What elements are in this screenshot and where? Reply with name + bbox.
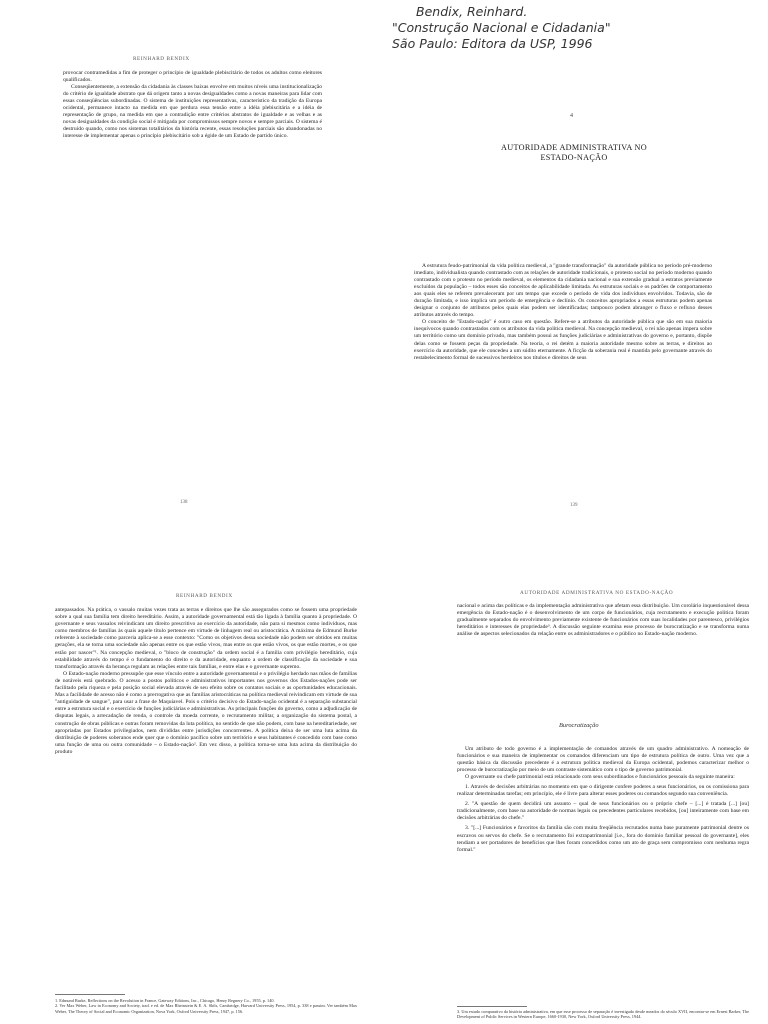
running-head: AUTORIDADE ADMINISTRATIVA NO ESTADO-NAÇÃO — [520, 590, 674, 596]
footnote: 1. Edmund Burke, Reflections on the Revolution in France, Gateway Editions, Inc., Chicago, Henry Regnery Co., 1955, p. 140. — [55, 998, 275, 1003]
list-item: 1. Através de decisões arbitrárias no momento em que o dirigente confere poderes a seus funcionários, ou os comissiona para realizar determinadas tarefas; em princípio, ele é livre para alterar esses poderes ou comandos segundo sua conveniência. — [457, 784, 749, 798]
running-head: REINHARD BENDIX — [133, 56, 190, 62]
paragraph: O conceito de "Estado-nação" é outro caso em questão. Refere-se a atributos da autoridade pública que são em sua maioria inequívocos quando contrastados com os atributos da vida política medieval. Na concepção medieval, o rei não apenas impera sobre um território como um domínio privado, mas também possui as funções judiciárias e administrativas do governo e, portanto, dispõe delas como se fossem peças da propriedade. Na teoria, o rei detém a maioria autoridade mesmo sobre as terras, e direitos ao exercício da autoridade, que ele concedeu a um súdito eternamente. A ficção da soberania real é mantida pelo governante através do restabelecimento formal de sucessivos herdeiros nos títulos e direitos de seus — [414, 319, 712, 361]
paragraph: nacional e acima das políticas e da implementação administrativa que afetam essa distribuição. Um corolário inquestionável dessa emergência do Estado-nação é o desenvolvimento de um corpo de funcionários, cuja recrutamento e execução política foram gradualmente separados do envolvimento previamente existente de funcionários com suas localidades por parentesco, privilégios hereditários e interesses de propriedade³. A discussão seguinte examina esse processo de burocratização e se transforma numa análise de aspectos selecionados da relação entre os administradores e o público no Estado-nação moderno. — [457, 603, 749, 638]
footnote-rule — [457, 1006, 527, 1007]
chapter-title — [464, 143, 684, 163]
handwritten-title: "Construção Nacional e Cidadania" — [392, 20, 611, 35]
footnote: 3. Um estudo comparativo da história administrativa, em que esse processo de separação é investigado desde meados do século XVII, encontra-se em Ernest Barker, The Development of Public Services in Western Europe, 1660-1930, New York, Oxford University Press, 1944. — [457, 1009, 749, 1020]
list-item: 3. "[...] Funcionários e favoritos da família são com muita freqüência recrutados numa base puramente patrimonial dentre os escravos ou servos do chefe. Se o recrutamento foi extrapatrimonial [i.e., fora do domínio familiar pessoal do governante], eles tendiam a ser portadores de benefícios que lhes foram concedidos como um ato de graça sem compromisso com nenhuma regra formal." — [457, 825, 749, 853]
page-body — [63, 70, 322, 140]
page-body-bottom — [457, 746, 749, 854]
page-body — [55, 607, 357, 756]
page-140 — [0, 512, 384, 1024]
handwritten-note — [392, 4, 760, 52]
page-body-top — [457, 603, 749, 638]
page-139 — [384, 0, 768, 512]
paragraph: Conseqüentemente, a extensão da cidadania às classes baixas envolve em muitos níveis uma institucionalização do critério de igualdade abstrato que dá origem tanto a novas desigualdades como a novas maneiras para lidar com essas conseqüências subordinadas. O sistema de instituições representativas, característico da tradição da Europa ocidental, permanece intacto na medida em que perdura essa tensão entre a idéia plebiscitária e a idéia de representação de grupo, na medida em que a contradição entre critérios abstratos de igualdade e as velhas e as novas desigualdades da condição social é mitigada por compromissos sempre novos e sempre parciais. O sistema é destruído quando, como nos sistemas totalitários da história recente, essas resoluções parciais são abandonadas no interesse de implementar apenas o princípio plebiscitário sob a égide de um Estado de partido único. — [63, 84, 322, 140]
page-number: 139 — [570, 503, 578, 508]
page-141 — [384, 512, 768, 1024]
paragraph: A estrutura feudo-patrimonial da vida política medieval, a "grande transformação" da autoridade pública no período pré-moderno imediato, individualista quando contrastado com as relações de autoridade tradicionais, o protesto social no período moderno quando contrastado com o protesto no período medieval, os elementos da cidadania nacional e sua extensão gradual a estratos previamente excluídos da população – todos esses são conceitos de aplicabilidade limitada. As estruturas sociais e os padrões de comportamento aos quais eles se referem prevaleceram por um tempo que excede o período de vida dos indivíduos envolvidos. Todavia, são de duração limitada, e isso implica um período de emergência e declínio. Os conceitos apropriados a essas estruturas podem apenas designar o conjunto de atributos pelos quais elas podem ser identificadas; tampouco podem abranger o fluxo e refluxo desses atributos através do tempo. — [414, 263, 712, 319]
list-item: 2. "A questão de quem decidirá um assunto – qual de seus funcionários ou o próprio chefe – [...] é tratada [...] [ou] tradicionalmente, com base na autoridade de normas legais ou precedentes particulares recebidos, [ou] inteiramente com base em decisões arbitrárias do chefe." — [457, 801, 749, 822]
page-number: 138 — [180, 500, 188, 505]
paragraph: antepassados. Na prática, o vassalo muitas vezes trata as terras e direitos que lhe são assegurados como se fossem uma propriedade sobre a qual sua família tem direito hereditário. Assim, a autoridade governamental está tão ligada à família quanto à propriedade. O governante e seus vassalos reivindicam um direito prescritivo ao exercício da autoridade, não para si mesmos como indivíduos, mas como membros de famílias às quais aquele título pertence em virtude de linhagem real ou aristocrática. A máxima de Edmund Burke referente à sociedade como parceria aplica-se a esse contexto: "Como os objetivos dessa sociedade não podem ser obtidos em muitas gerações, ela se torna uma sociedade não apenas entre os que estão vivos, mas entre os que estão vivos, os que estão mortes, e os que estão por nascer"¹. Na concepção medieval, o "bloco de construção" da ordem social é a família com privilégio hereditário, cuja estabilidade através do tempo é o fundamento do direito e da autoridade, enquanto a ordem de classificação da sociedade e sua transformação através da herança regulam as relações entre tais famílias, e entre elas e o governante supremo. — [55, 607, 357, 670]
handwritten-publisher: São Paulo: Editora da USP, 1996 — [392, 36, 593, 51]
chapter-number: 4 — [570, 113, 573, 119]
chapter-title-line: AUTORIDADE ADMINISTRATIVA NO — [501, 143, 647, 152]
running-head: REINHARD BENDIX — [176, 593, 233, 599]
section-heading: Burocratização — [559, 722, 599, 729]
paragraph: provocar contramedidas a fim de proteger o princípio de igualdade plebiscitário de todos os adultos como eleitores qualificados. — [63, 70, 322, 84]
footnotes — [55, 998, 357, 1014]
paragraph: Um atributo de todo governo é a implementação de comandos através de um quadro administrativo. A nomeação de funcionários e sua maneira de implementar os comandos diferenciam um tipo de estrutura política de outro. Uma vez que a questão básica da discussão precedente é a estrutura política medieval da Europa ocidental, podemos caracterizar melhor o processo de burocratização por meio de um contraste sistemático com o tipo de governo patrimonial. — [457, 746, 749, 774]
footnotes — [457, 1009, 749, 1020]
paragraph: O Estado-nação moderno pressupõe que esse vínculo entre a autoridade governamental e o privilégio herdado nas mãos de famílias de notáveis está quebrado. O acesso a postos políticos e administrativos importantes nos governos dos Estados-nações pode ser facilitado pela riqueza e pela posição social elevada através de seu efeito sobre os contatos sociais e as oportunidades educacionais. Mas a facilidade de acesso não é como a prerrogativa que as famílias aristocráticas na política medieval reivindicam em virtude de sua "antiguidade de sangue", para usar a frase de Maquiavel. Pois o critério decisivo do Estado-nação ocidental é a separação substancial entre a estrutura social e o exercício de funções judiciárias e administrativas. As principais funções do governo, como a adjudicação de disputas legais, a arrecadação de renda, o controle da moeda corrente, o recrutamento militar, a organização do sistema postal, a construção de obras públicas e outras foram removidas da luta política, no sentido de que não podem, com base na hereditariedade, ser apropriadas por Estados privilegiados, nem divididas entre jurisdições concorrentes. A política deixa de ser uma luta acima da distribuição de poderes soberanos ende quer que o domínio pacífico sobre um território e seus habitantes é concedido com base como uma função de uma ou outra comunidade – o Estado-nação². Em vez disso, a política torna-se uma luta acima da distribuição do produto — [55, 670, 357, 755]
page-body — [414, 263, 712, 362]
handwritten-author: Bendix, Reinhard. — [416, 4, 528, 19]
paragraph: O governante ou chefe patrimonial está relacionado com seus subordinados e funcionários pessoais da seguinte maneira: — [465, 774, 735, 781]
page-138 — [0, 0, 384, 512]
footnote: 2. Ver Max Weber, Law in Economy and Society, trad. e ed. de Max Rheinstein & E. A. Shils, Cambridge, Harvard University Press, 1954, p. 338 e passim. Ver também Max Weber, The Theory of Social and Economic Organization, Nova York, Oxford University Press, 1947, p. 156. — [55, 1003, 357, 1014]
chapter-title-line: ESTADO-NAÇÃO — [540, 153, 608, 162]
footnote-rule — [55, 994, 125, 995]
